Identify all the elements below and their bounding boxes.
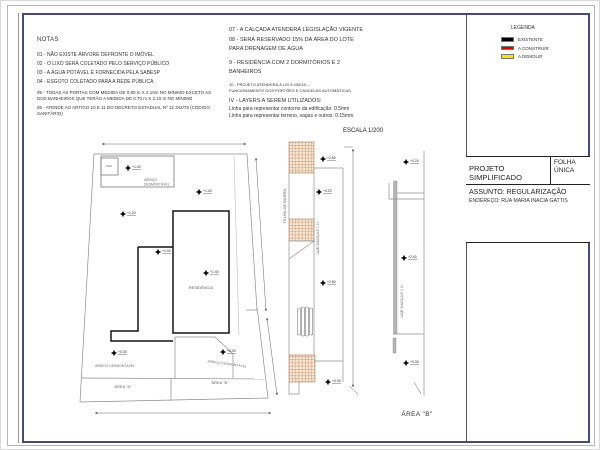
elevation-marker-9 [320,280,336,286]
note-item-02: 02 - O LIXO SERÁ COLETADO PELO SERVIÇO PÚBLICO [37,61,170,67]
elevation-marker-1 [120,211,136,217]
project-title: PROJETO SIMPLIFICADO [469,164,522,182]
clay-tile-hatch-3 [289,355,315,382]
layers-title: IV - LAYERS A SEREM UTILIZADOS: [229,97,322,104]
label-abrigo-top-line1: ABRIGO [144,178,158,182]
building-residence [173,211,229,333]
label-area-a: ÁREA "A" [114,384,132,389]
elevation-marker-8 [316,189,332,195]
elevation-marker-13 [403,360,419,366]
svg-text:+1.40: +1.40 [203,189,212,193]
legend-label-a-construir: A CONSTRUIR [518,45,549,51]
svg-text:+2.80: +2.80 [327,280,336,284]
label-laje-macica-1: LAJE MACIÇA E 0.10 [316,221,320,255]
clay-tile-hatch-2 [289,219,314,241]
scale-label: ESCALA 1/200 [342,128,383,134]
address-line: ENDEREÇO: RUA MARIA INACIA GATTIS [469,198,568,204]
layers-line-2: Linha para representar terreno, vagas e outros: 0.15mm [229,113,354,119]
label-abrigo-top-line2: DESMONTÁVEL [144,182,170,187]
site-plan-drawing [1,1,600,450]
note-item-10b: FUNCIONAMENTO DOS PORTÕES E CANCELAS AUTOMÁTICAS [229,87,351,93]
sheet-number: FOLHA ÚNICA [550,157,590,184]
svg-text:+1.40: +1.40 [132,165,141,169]
svg-text:+1.20: +1.20 [127,211,136,215]
roof-detail-strip-2 [389,151,424,396]
label-area-b-detail: ÁREA "B" [401,411,433,418]
label-residencia: RESIDÊNCIA [188,285,214,290]
water-tank-symbol [298,307,313,336]
note-item-10: 10 - PROJETO ATENDERÁ À LEI 5.430/18 – [229,81,310,87]
label-abrigo-b: ABRIGO DESMONTÁVEL [207,359,248,369]
note-item-09: 9 - RESIDÊNCIA COM 2 DORMITÓRIOS E 2 [229,59,340,66]
legend-label-existente: EXISTENTE [518,37,544,42]
svg-text:+1.40: +1.40 [210,270,219,274]
label-area-b: ÁREA "B" [211,380,229,385]
layers-line-1: Linha para representar contorno da edificação: 0.5mm [229,106,350,112]
note-item-09b: BANHEIROS [229,69,262,75]
legend-title: LEGENDA [511,25,535,31]
elevation-marker-5 [111,350,127,356]
clay-tile-hatch-1 [289,142,314,173]
elevation-marker-2 [196,189,212,195]
slab-bar-1 [394,181,398,334]
note-item-04: 04 - ESGOTO COLETADO PARA A REDE PÚBLICA [37,79,154,85]
note-item-01: 01 - NÃO EXISTE ÁRVORE DEFRONTE O IMÓVEL [37,52,154,58]
note-item-08: 08 - SERÁ RESERVADO 15% DA ÁREA DO LOTE [229,36,354,43]
note-item-06: 06 - ATENDE AO ARTIGO 10 E 11 DO DECRETO ESTADUAL Nº 12.342/78 (CÓDIGO SANITÁRIO) [37,105,210,116]
roof-detail-strip-1 [289,142,358,394]
label-abrigo-a: ABRIGO DESMONTÁVEL [95,364,135,368]
svg-text:+0.30: +0.30 [332,379,341,383]
elevation-markers [111,156,419,385]
svg-text:+3.20: +3.20 [323,189,332,193]
building-left-annex [111,247,173,341]
dimension-lines [95,144,277,413]
elevation-marker-11 [403,159,419,165]
svg-text:+0.30: +0.30 [410,360,419,364]
notes-title: NOTAS [37,37,59,43]
note-item-07: 07 - A CALÇADA ATENDERÁ LEGISLAÇÃO VIGENTE [229,27,364,33]
note-item-03: 03 - A ÁGUA POTÁVEL É FORNECIDA PELA SABESP [37,70,160,76]
svg-text:+2.40: +2.40 [408,255,417,259]
elevation-marker-3 [155,249,171,255]
svg-text:+2.80: +2.80 [327,156,336,160]
building-abrigo-b-outline [175,337,233,378]
elevation-marker-6 [220,349,236,355]
note-item-08b: PARA DRENAGEM DE ÁGUA [229,46,303,52]
subject-line: ASSUNTO: REGULARIZAÇÃO [469,189,567,196]
label-laje-macica-2: LAJE MACIÇA E 0.10 [400,284,404,318]
slab-bar-2 [393,338,396,353]
svg-text:+0.20: +0.20 [410,159,419,163]
svg-text:+0.30: +0.30 [118,350,127,354]
elevation-marker-4 [203,270,219,276]
svg-text:+1.40: +1.40 [162,249,171,253]
elevation-marker-7 [320,156,336,162]
plan-labels [95,178,433,418]
elevation-marker-0 [125,165,141,171]
legend-label-a-demolir: A DEMOLIR [518,54,543,59]
svg-text:+0.30: +0.30 [227,349,236,353]
label-telha-de-barro: TELHA DE BARRO [282,188,287,224]
elevation-marker-10 [325,379,341,385]
elevation-marker-12 [401,255,417,261]
note-item-05: 05 - TODAS AS PORTAS COM MEDIDA DE 0.80 m X 2.10m NO MÍNIMO EXCETO AS DOS BANHEIROS QUE TERÃO A MEDIDA DE 0.70 m X 2.10 m NO MÍNIMO [37,90,212,101]
